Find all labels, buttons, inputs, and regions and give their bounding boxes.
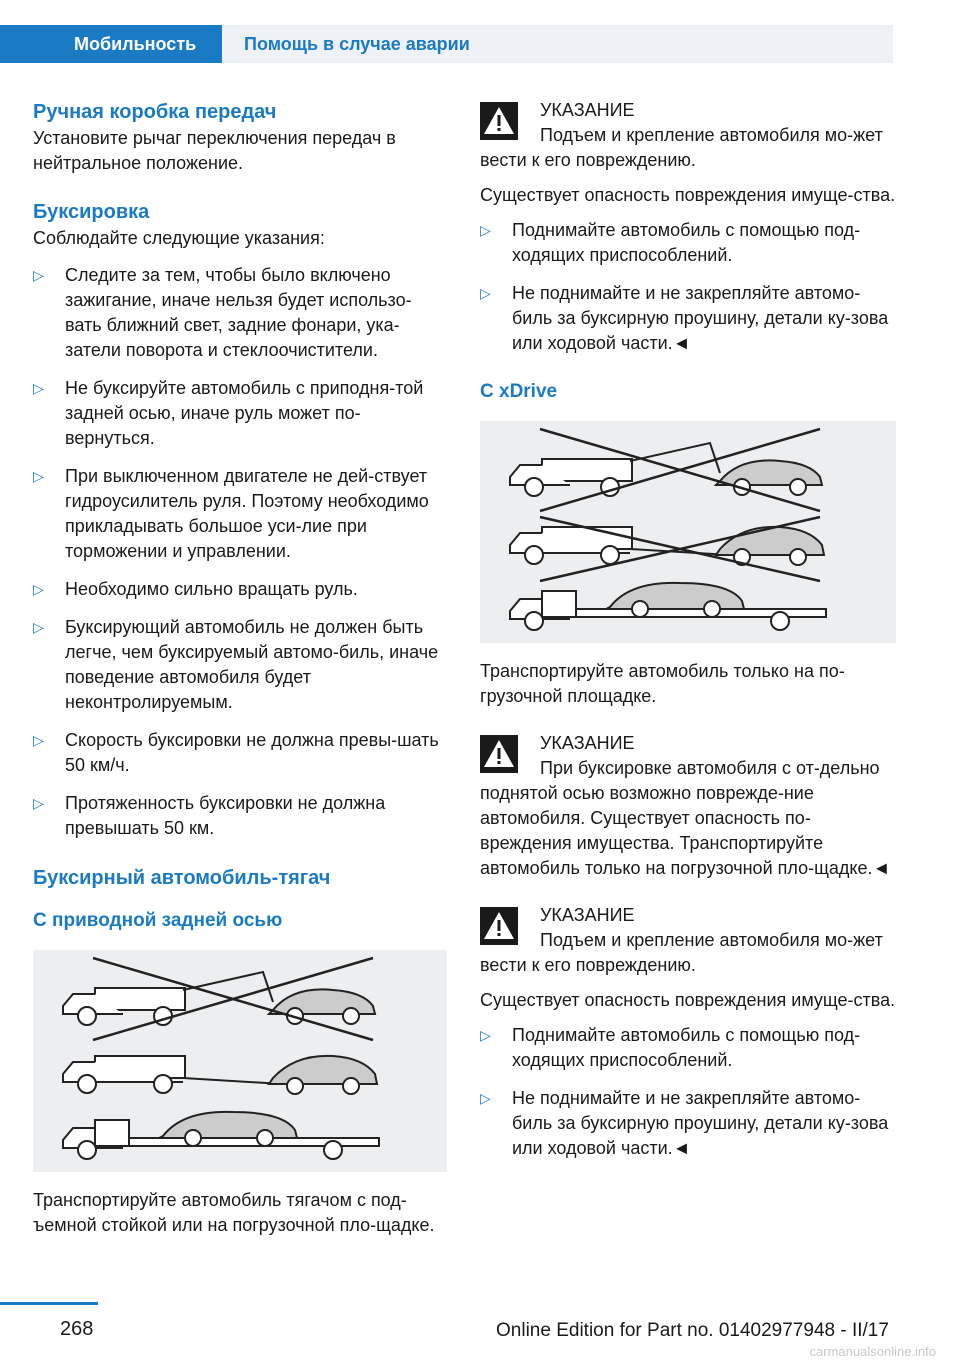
warning-label: УКАЗАНИЕ bbox=[540, 905, 635, 925]
list-item: ▷ Поднимайте автомобиль с помощью под-ходящих приспособлений. bbox=[480, 220, 861, 265]
warning-label: УКАЗАНИЕ bbox=[540, 733, 635, 753]
warning-block-3 bbox=[480, 903, 896, 978]
list-item: ▷ Не буксируйте автомобиль с приподня-той задней осью, иначе руль может по-вернуться. bbox=[33, 378, 424, 448]
triangle-right-icon: ▷ bbox=[480, 1090, 491, 1106]
watermark: carmanualsonline.info bbox=[809, 1344, 936, 1359]
manual-gearbox-text: Установите рычаг переключения передач в нейтральное положение. bbox=[33, 128, 396, 173]
list-item: ▷ Не поднимайте и не закрепляйте автомо-биль за буксирную проушину, детали ку-зова или ходовой части.◄ bbox=[480, 283, 889, 353]
warning-bullet-list bbox=[480, 1023, 896, 1161]
xdrive-tow-illustration bbox=[480, 421, 896, 643]
list-item: ▷ Скорость буксировки не должна превы-шать 50 км/ч. bbox=[33, 730, 439, 775]
list-item: ▷ Необходимо сильно вращать руль. bbox=[33, 577, 447, 602]
list-item: ▷ Буксирующий автомобиль не должен быть легче, чем буксируемый автомо-биль, иначе поведение автомобиля будет неконтролируемым. bbox=[33, 617, 439, 712]
header-tabs bbox=[0, 25, 893, 63]
warning-text: Подъем и крепление автомобиля мо-жет вести к его повреждению. bbox=[480, 125, 883, 170]
triangle-right-icon: ▷ bbox=[480, 1027, 491, 1043]
warning-detail: Существует опасность повреждения имуще-ства. bbox=[480, 185, 896, 205]
manual-gearbox-heading: Ручная коробка передач bbox=[33, 101, 277, 123]
tow-figure-caption: Транспортируйте автомобиль тягачом с под-ъемной стойкой или на погрузочной пло-щадке. bbox=[33, 1190, 435, 1235]
list-item: ▷ Поднимайте автомобиль с помощью под-ходящих приспособлений. bbox=[480, 1025, 861, 1070]
footer-accent-line bbox=[0, 1302, 98, 1305]
towing-heading: Буксировка bbox=[33, 201, 150, 223]
warning-triangle-icon bbox=[480, 735, 518, 773]
rear-drive-heading: С приводной задней осью bbox=[33, 910, 283, 931]
tow-vehicle-heading: Буксирный автомобиль-тягач bbox=[33, 867, 331, 889]
tow-methods-illustration bbox=[33, 950, 447, 1172]
warning-block-2 bbox=[480, 731, 896, 881]
warning-text: Подъем и крепление автомобиля мо-жет вести к его повреждению. bbox=[480, 930, 883, 975]
list-item: ▷ Следите за тем, чтобы было включено зажигание, иначе нельзя будет использо-вать ближний свет, задние фонари, ука-затели поворота и стеклоочистители. bbox=[33, 265, 412, 360]
xdrive-heading: С xDrive bbox=[480, 381, 558, 402]
list-item: ▷ Протяженность буксировки не должна превышать 50 км. bbox=[33, 793, 386, 838]
edition-info: Online Edition for Part no. 01402977948 - II/17 bbox=[496, 1320, 889, 1341]
towing-bullet-list bbox=[33, 263, 447, 841]
triangle-right-icon: ▷ bbox=[33, 267, 44, 283]
list-item: ▷ При выключенном двигателе не дей-ствует гидроусилитель руля. Поэтому необходимо прикладывать большое уси-лие при торможении и управлении. bbox=[33, 466, 429, 561]
left-column bbox=[33, 98, 447, 1238]
triangle-right-icon: ▷ bbox=[33, 619, 44, 635]
warning-label: УКАЗАНИЕ bbox=[540, 100, 635, 120]
page-number: 268 bbox=[60, 1318, 94, 1340]
triangle-right-icon: ▷ bbox=[33, 380, 44, 396]
xdrive-caption: Транспортируйте автомобиль только на по-грузочной площадке. bbox=[480, 661, 845, 706]
towing-intro: Соблюдайте следующие указания: bbox=[33, 228, 325, 248]
triangle-right-icon: ▷ bbox=[33, 732, 44, 748]
warning-triangle-icon bbox=[480, 102, 518, 140]
triangle-right-icon: ▷ bbox=[480, 285, 491, 301]
warning-triangle-icon bbox=[480, 907, 518, 945]
triangle-right-icon: ▷ bbox=[33, 795, 44, 811]
triangle-right-icon: ▷ bbox=[33, 468, 44, 484]
warning-detail: Существует опасность повреждения имуще-ства. bbox=[480, 990, 896, 1010]
tab-accident-help[interactable]: Помощь в случае аварии bbox=[222, 25, 893, 63]
triangle-right-icon: ▷ bbox=[33, 581, 44, 597]
tab-mobility[interactable]: Мобильность bbox=[0, 25, 222, 63]
right-column bbox=[480, 98, 896, 1174]
list-item: ▷ Не поднимайте и не закрепляйте автомо-биль за буксирную проушину, детали ку-зова или ходовой части.◄ bbox=[480, 1088, 889, 1158]
warning-block-1 bbox=[480, 98, 896, 173]
triangle-right-icon: ▷ bbox=[480, 222, 491, 238]
warning-bullet-list bbox=[480, 218, 896, 356]
warning-text: При буксировке автомобиля с от-дельно поднятой осью возможно поврежде-ние автомобиля. Существует опасность по-вреждения имущества. Транспортируйте автомобиль только на погрузочной пло-щадке.◄ bbox=[480, 758, 891, 878]
